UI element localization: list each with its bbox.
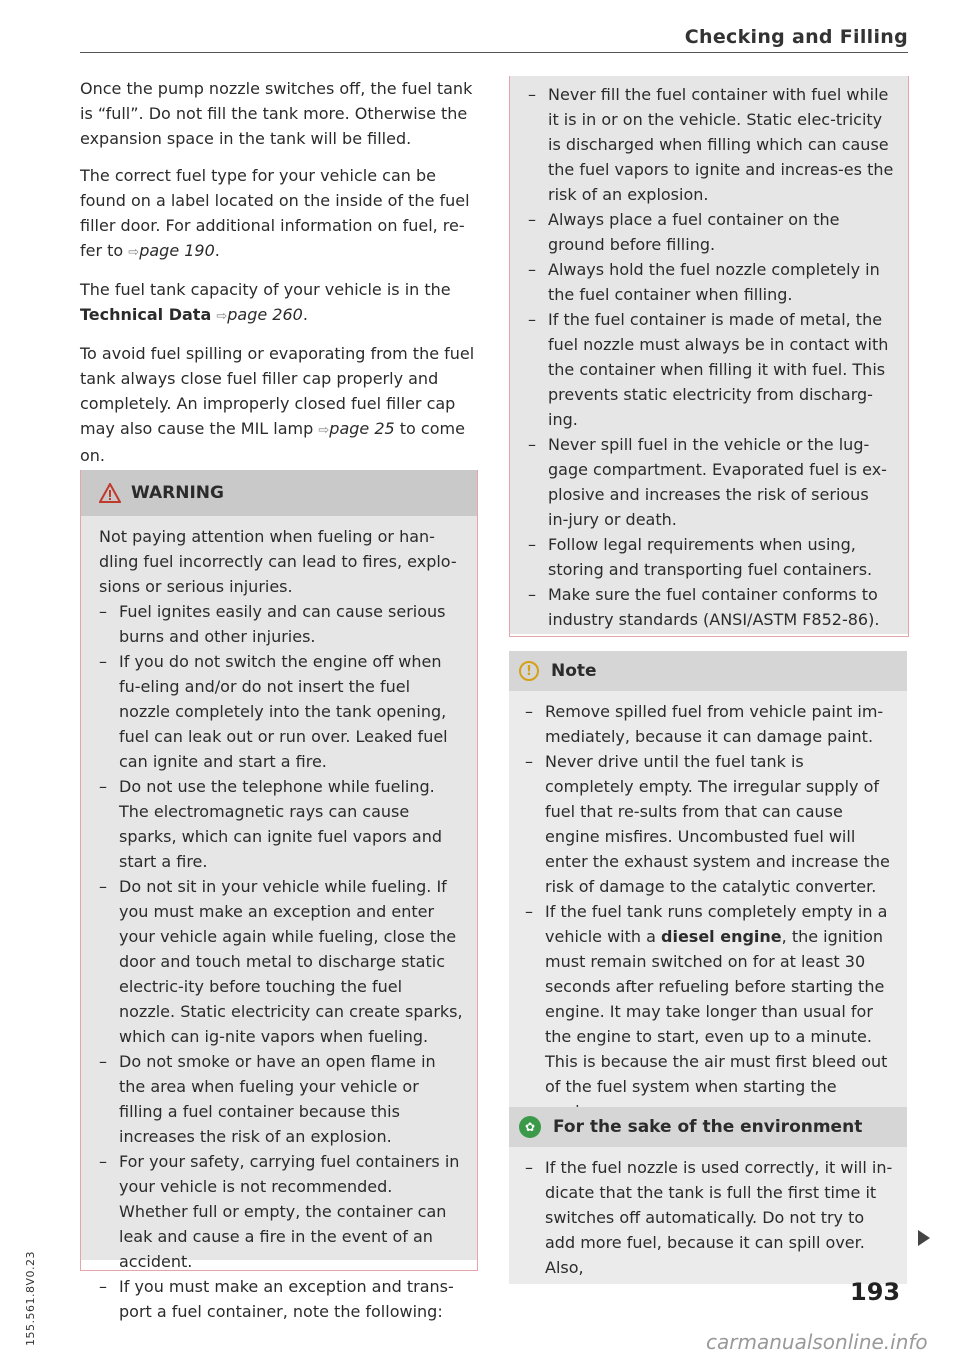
- list-item: – Make sure the fuel container conforms to industry standards (ANSI/ASTM F852-86).: [528, 582, 894, 632]
- note-box: [509, 651, 907, 1128]
- environment-title: For the sake of the environment: [553, 1117, 863, 1137]
- list-item: – Follow legal requirements when using, storing and transporting fuel containers.: [528, 532, 894, 582]
- side-code: 155.561.8V0.23: [24, 1251, 37, 1346]
- environment-body: [509, 1147, 907, 1284]
- header-rule: [80, 52, 908, 53]
- list-item: – Always place a fuel container on the ground before filling.: [528, 207, 894, 257]
- note-header: [509, 651, 907, 691]
- list-item: – Never spill fuel in the vehicle or the lug-gage compartment. Evaporated fuel is ex-plosive and increases the risk of serious in-jury or death.: [528, 432, 894, 532]
- page-ref-link[interactable]: page 25: [329, 419, 395, 438]
- leaf-icon: ✿: [519, 1116, 541, 1138]
- paragraph-4-text: To avoid fuel spilling or evaporating from the fuel tank always close fuel filler cap properly and completely. An improperly closed fuel filler cap may also cause the MIL lamp: [80, 344, 475, 438]
- page-ref-link[interactable]: page 190: [139, 241, 215, 260]
- list-item: – For your safety, carrying fuel containers in your vehicle is not recommended. Whether full or empty, the container can leak and cause a fire in the event of an accident.: [99, 1149, 463, 1274]
- note-item3-a: If the fuel tank runs completely empty in a vehicle with a: [545, 902, 888, 946]
- warning-intro: Not paying attention when fueling or han-dling fuel incorrectly can lead to fires, explo-sions or serious injuries.: [99, 527, 457, 596]
- warning-box-continued: [509, 76, 909, 637]
- warning-box: [80, 470, 478, 1321]
- technical-data-label: Technical Data: [80, 305, 212, 324]
- list-item: – Never drive until the fuel tank is completely empty. The irregular supply of fuel that re-sults from that can cause engine misfires. Uncombusted fuel will enter the exhaust system and increase the risk of damage to the catalytic converter.: [525, 749, 893, 899]
- arrow-right-icon: ⇨: [216, 309, 228, 324]
- environment-list: [525, 1155, 893, 1280]
- paragraph-3-text: The fuel tank capacity of your vehicle is in the: [80, 280, 451, 299]
- note-item3-b: , the ignition must remain switched on for at least 30 seconds after refueling before starting the engine. It may take longer than usual for the engine to start, even up to a minute. This is because the air must first bleed out of the fuel system when starting the: [545, 927, 888, 1096]
- warning-triangle-icon: [99, 483, 121, 503]
- arrow-right-icon: ⇨: [318, 423, 330, 438]
- section-title: Checking and Filling: [684, 26, 908, 48]
- list-item: – If the fuel nozzle is used correctly, it will in-dicate that the tank is full the first time it switches off automatically. Do not try to add more fuel, because it can spill over. Also,: [525, 1155, 893, 1280]
- paragraph-2-text: The correct fuel type for your vehicle can be found on a label located on the inside of the fuel filler door. For additional information on fuel, re-fer to: [80, 166, 470, 260]
- note-title: Note: [551, 661, 597, 681]
- list-item: – Do not use the telephone while fueling. The electromagnetic rays can cause sparks, which can ignite fuel vapors and start a fire.: [99, 774, 463, 874]
- list-item: – Do not sit in your vehicle while fueling. If you must make an exception and enter your vehicle again while fueling, close the door and touch metal to discharge static electric-ity before touching the fuel nozzle. Static electricity can create sparks, which can ig-nite vapors when fueling.: [99, 874, 463, 1049]
- list-item: – If the fuel container is made of metal, the fuel nozzle must always be in contact with the container when filling it with fuel. This prevents static electricity from discharg-ing.: [528, 307, 894, 432]
- arrow-right-icon: ⇨: [128, 245, 140, 260]
- watermark: carmanualsonline.info: [706, 1330, 928, 1354]
- paragraph-3: The fuel tank capacity of your vehicle is in the Technical Data ⇨page 260.: [80, 280, 451, 324]
- paragraph-4: [80, 341, 480, 468]
- continue-arrow-icon: [918, 1230, 930, 1246]
- environment-box: [509, 1107, 907, 1284]
- environment-header: [509, 1107, 907, 1147]
- list-item: [525, 899, 893, 1124]
- page-ref-link[interactable]: page 260: [227, 305, 303, 324]
- paragraph-4-tail: to come on.: [80, 419, 465, 465]
- list-item: – Do not smoke or have an open flame in the area when fueling your vehicle or filling a fuel container because this increases the risk of an explosion.: [99, 1049, 463, 1149]
- info-circle-icon: !: [519, 661, 539, 681]
- left-column: [80, 76, 480, 480]
- diesel-engine-label: diesel engine: [661, 927, 782, 946]
- note-list: [525, 699, 893, 1124]
- list-item: – Fuel ignites easily and can cause serious burns and other injuries.: [99, 599, 463, 649]
- list-item: – Remove spilled fuel from vehicle paint im-mediately, because it can damage paint.: [525, 699, 893, 749]
- warning-list: [99, 599, 463, 1324]
- page-number: 193: [850, 1278, 901, 1306]
- warning-title: WARNING: [131, 483, 224, 503]
- note-body: [509, 691, 907, 1128]
- list-item: – Always hold the fuel nozzle completely in the fuel container when filling.: [528, 257, 894, 307]
- warning-header: [81, 470, 477, 516]
- list-item: – If you do not switch the engine off when fu-eling and/or do not insert the fuel nozzle completely into the tank opening, fuel can leak out or run over. Leaked fuel can ignite and start a fire.: [99, 649, 463, 774]
- warning-body: [81, 516, 477, 1321]
- warning-body-continued: [510, 76, 908, 634]
- warning-list-continued: [528, 82, 894, 632]
- list-item: – If you must make an exception and trans-port a fuel container, note the following:: [99, 1274, 463, 1324]
- paragraph-1: Once the pump nozzle switches off, the fuel tank is “full”. Do not fill the tank more. Otherwise the expansion space in the tank will be filled.: [80, 79, 473, 148]
- list-item: – Never fill the fuel container with fuel while it is in or on the vehicle. Static elec-tricity is discharged when filling which can cause the fuel vapors to ignite and increas-es the risk of an explosion.: [528, 82, 894, 207]
- paragraph-2: The correct fuel type for your vehicle can be found on a label located on the inside of the fuel filler door. For additional information on fuel, re-fer to ⇨page 190.: [80, 166, 470, 260]
